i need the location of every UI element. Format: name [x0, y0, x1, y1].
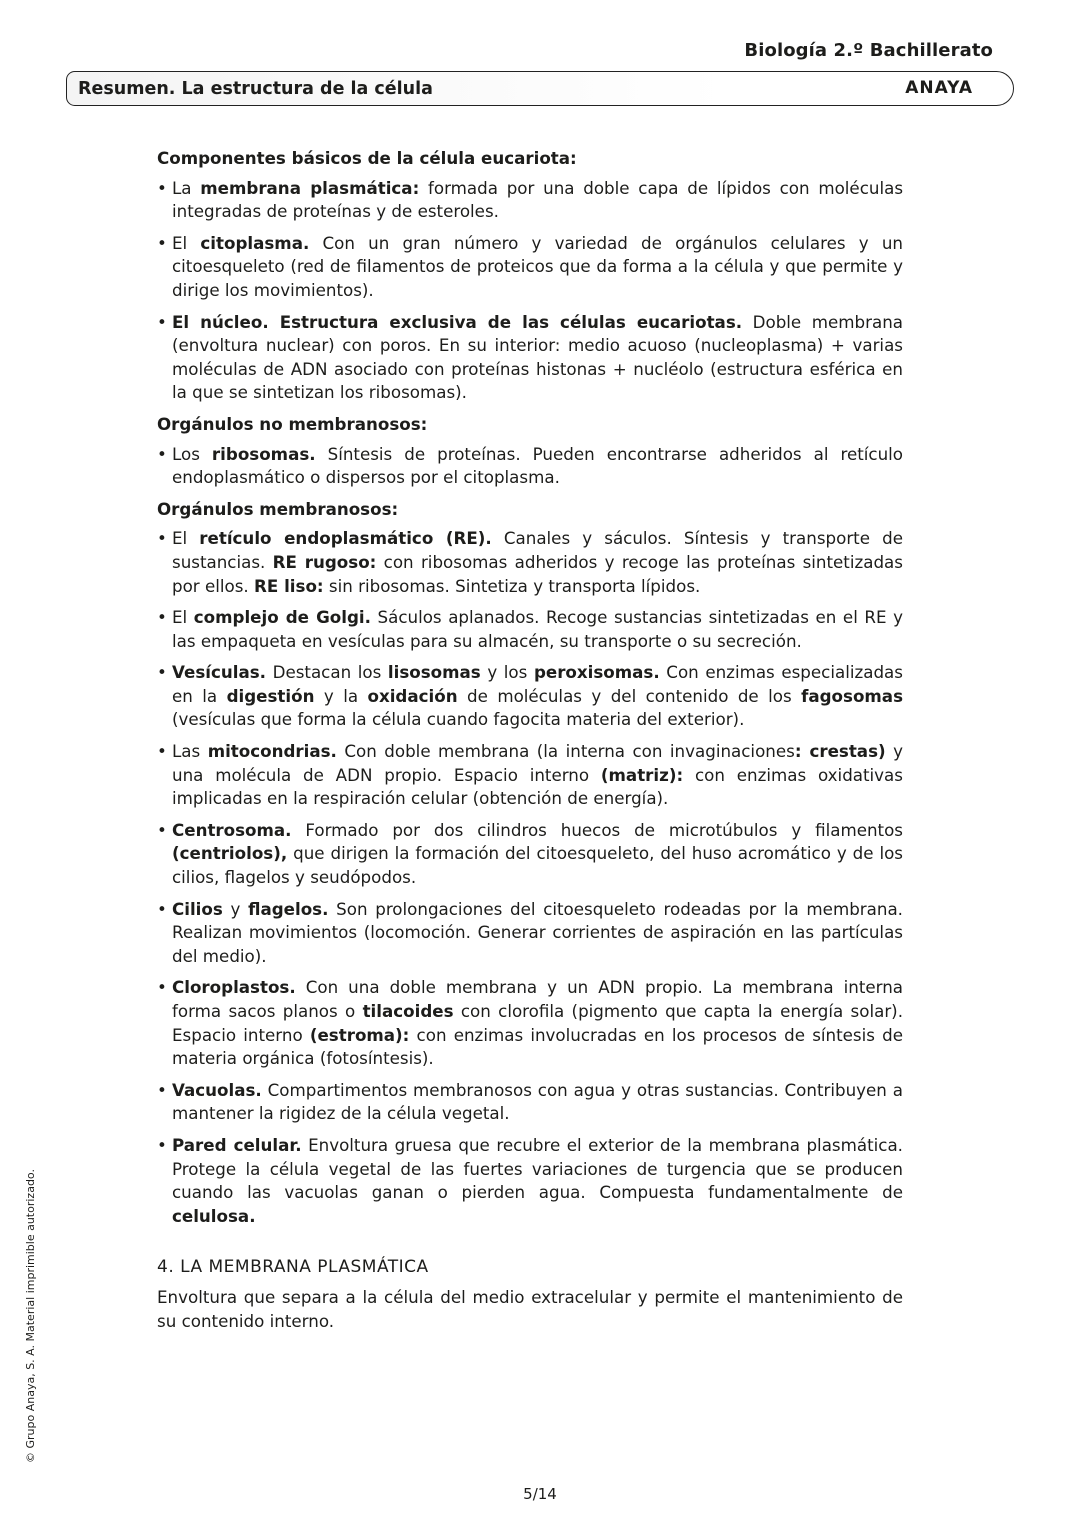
course-title: Biología 2.º Bachillerato	[744, 40, 993, 61]
text-run: Doble membrana (envoltura nuclear) con poros. En su interior: medio acuoso (nucleoplasma) + varias moléculas de ADN asociado con proteínas histonas + nucléolo (estructura esférica en la que se sintetizan los ribosomas).	[172, 311, 903, 403]
bullet-list	[157, 443, 903, 490]
text-run: con enzimas oxidativas implicadas en la respiración celular (obtención de energía).	[172, 764, 903, 809]
bold-term: flagelos.	[248, 898, 329, 919]
list-item	[157, 661, 903, 732]
text-run: Con un gran número y variedad de orgánulos celulares y un citoesqueleto (red de filamentos de proteicos que da forma a la célula y que permite y dirige los movimientos).	[172, 232, 903, 300]
bold-term: oxidación	[367, 685, 458, 706]
list-item	[157, 606, 903, 653]
bold-term: membrana plasmática:	[200, 177, 420, 198]
text-run: (vesículas que forma la célula cuando fagocita materia del exterior).	[172, 709, 745, 730]
subsection-heading: Orgánulos no membranosos:	[157, 413, 428, 434]
text-run: Son prolongaciones del citoesqueleto rodeadas por la membrana. Realizan movimientos (locomoción. Generar corrientes de aspiración en las partículas del medio).	[172, 898, 903, 966]
bold-term: citoplasma.	[200, 232, 310, 253]
bold-term: tilacoides	[362, 1001, 454, 1021]
bullet-list	[157, 527, 903, 1228]
bold-term: Vacuolas.	[172, 1079, 262, 1100]
list-item	[157, 311, 903, 405]
bold-term: Cloroplastos.	[172, 977, 296, 998]
text-run: Las	[172, 741, 208, 762]
bold-term: Vesículas.	[172, 662, 266, 683]
page-number: 5/14	[523, 1485, 557, 1503]
text-run: Sáculos aplanados. Recoge sustancias sintetizadas en el RE y las empaqueta en vesículas para su almacén, su transporte o su secreción.	[172, 607, 903, 651]
bold-term: mitocondrias.	[207, 741, 337, 762]
text-run: con ribosomas adheridos y recoge las proteínas sintetizadas por ellos.	[172, 551, 903, 596]
text-run: de moléculas y del contenido de los	[457, 685, 802, 706]
text-run: Con doble membrana (la interna con invaginaciones	[336, 741, 795, 762]
bold-term: RE rugoso:	[272, 551, 377, 572]
list-item	[157, 1134, 903, 1228]
text-run: El	[172, 528, 200, 549]
text-run: Los	[172, 443, 212, 464]
text-run: y la	[314, 685, 368, 706]
text-run: Canales y sáculos. Síntesis y transporte de sustancias.	[172, 528, 903, 572]
list-item	[157, 740, 903, 811]
text-run: Envoltura gruesa que recubre el exterior de la membrana plasmática. Protege la célula vegetal de las fuertes variaciones de turgencia que se producen cuando las vacuolas ganan o pierden agua. Compuesta fundamentalmente de	[172, 1134, 903, 1203]
list-item	[157, 1079, 903, 1126]
bold-term: : crestas)	[794, 741, 886, 762]
text-run: con enzimas involucradas en los procesos de síntesis de materia orgánica (fotosíntesis).	[172, 1024, 903, 1069]
bold-term: retículo endoplasmático (RE).	[199, 528, 492, 549]
bold-term: (centriolos),	[172, 843, 288, 864]
text-run: Formado por dos cilindros huecos de microtúbulos y filamentos	[291, 819, 903, 840]
text-run: Síntesis de proteínas. Pueden encontrarse adheridos al retículo endoplasmático o dispersos por el citoplasma.	[172, 443, 904, 488]
subsection-heading: Componentes básicos de la célula eucariota:	[157, 148, 577, 168]
bold-term: El núcleo. Estructura exclusiva de las células eucariotas.	[172, 311, 743, 332]
list-item	[157, 527, 903, 598]
text-run: sin ribosomas. Sintetiza y transporta lípidos.	[323, 575, 701, 596]
content-body	[157, 147, 903, 1333]
bold-term: lisosomas	[387, 662, 481, 683]
text-run: y los	[480, 662, 534, 683]
bold-term: digestión	[226, 685, 315, 706]
title-banner	[66, 71, 1014, 106]
list-item	[157, 232, 903, 303]
bold-term: fagosomas	[801, 685, 904, 706]
text-run: con clorofila (pigmento que capta la energía solar). Espacio interno	[172, 1001, 903, 1045]
bold-term: Pared celular.	[172, 1134, 302, 1155]
bold-term: Centrosoma.	[172, 819, 292, 840]
text-run: Destacan los	[266, 662, 388, 683]
text-run: Con una doble membrana y un ADN propio. La membrana interna forma sacos planos o	[172, 977, 903, 1021]
bold-term: ribosomas.	[211, 443, 316, 464]
bold-term: RE liso:	[254, 575, 324, 596]
text-run: que dirigen la formación del citoesqueleto, del huso acromático y de los cilios, flagelos y seudópodos.	[172, 843, 903, 888]
list-item	[157, 443, 903, 490]
list-item	[157, 177, 903, 224]
copyright-notice: © Grupo Anaya, S. A. Material imprimible autorizado.	[24, 1169, 37, 1463]
text-run: El	[172, 607, 194, 628]
text-run: El	[172, 232, 201, 253]
text-run: La	[172, 177, 201, 198]
bold-term: peroxisomas.	[533, 662, 660, 683]
list-item	[157, 819, 903, 890]
bold-term: (matriz):	[600, 764, 684, 785]
bold-term: (estroma):	[309, 1024, 410, 1045]
text-run: Compartimentos membranosos con agua y otras sustancias. Contribuyen a mantener la rigidez de la célula vegetal.	[172, 1079, 903, 1124]
bold-term: complejo de Golgi.	[193, 607, 371, 628]
list-item	[157, 898, 903, 969]
bullet-list	[157, 177, 903, 405]
sections-container	[157, 147, 903, 1228]
subsection-heading: Orgánulos membranosos:	[157, 498, 399, 519]
text-run: y	[222, 898, 249, 919]
section-intro: Envoltura que separa a la célula del medio extracelular y permite el mantenimiento de su contenido interno.	[157, 1286, 903, 1331]
document-title: Resumen. La estructura de la célula	[78, 79, 433, 99]
bold-term: Cilios	[172, 898, 223, 919]
text-run: formada por una doble capa de lípidos con moléculas integradas de proteínas y de esteroles.	[172, 177, 904, 222]
section-heading: 4. LA MEMBRANA PLASMÁTICA	[157, 1257, 429, 1278]
list-item	[157, 976, 903, 1070]
text-run: Con enzimas especializadas en la	[172, 662, 903, 706]
text-run: y una molécula de ADN propio. Espacio interno	[172, 741, 903, 785]
anaya-logo: ANAYA	[905, 78, 973, 98]
bold-term: celulosa.	[172, 1205, 256, 1226]
